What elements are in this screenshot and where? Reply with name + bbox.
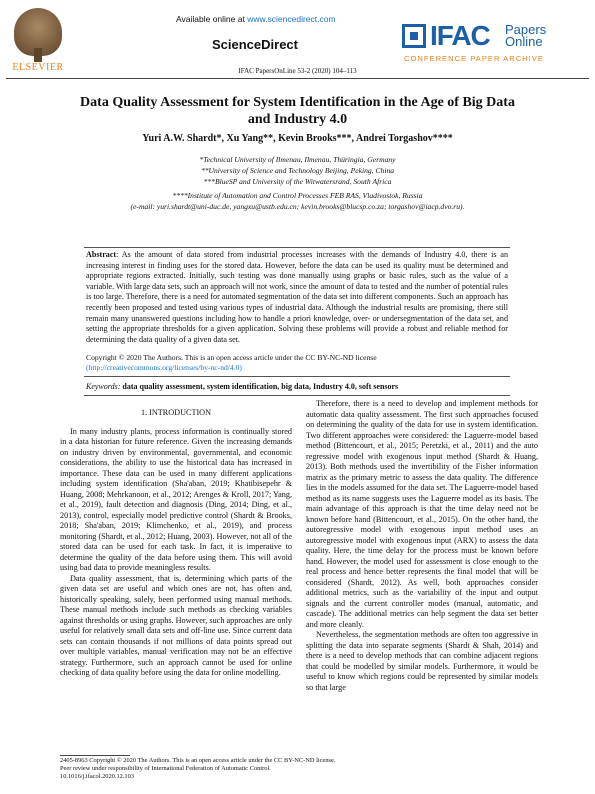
sciencedirect-link[interactable]: www.sciencedirect.com (247, 14, 336, 24)
keywords-label: Keywords: (86, 382, 121, 391)
footer-peer-review: Peer review under responsibility of International Federation of Automatic Control. (60, 765, 271, 773)
footer-doi[interactable]: 10.1016/j.ifacol.2020.12.103 (60, 773, 135, 781)
title-line: Data Quality Assessment for System Identification in the Age of Big Data (80, 95, 515, 110)
affiliation: ***BlueSP and University of the Witwatersrand, South Africa (203, 177, 392, 186)
left-column (60, 402, 292, 679)
abstract (86, 250, 508, 345)
copyright-line: Copyright © 2020 The Authors. This is an open access article under the CC BY-NC-ND license (86, 353, 377, 362)
affiliation: **University of Science and Technology Beijing, Peking, China (200, 166, 395, 175)
elsevier-wordmark: ELSEVIER (12, 62, 64, 73)
abstract-text (86, 250, 508, 345)
keywords (86, 382, 506, 391)
right-column (306, 399, 538, 693)
authors: Yuri A.W. Shardt*, Xu Yang**, Kevin Brooks***, Andrei Torgashov**** (142, 133, 453, 144)
elsevier-trunk (34, 48, 42, 62)
ifac-logo (402, 22, 592, 66)
available-online (176, 14, 336, 24)
copyright-notice (86, 353, 506, 373)
abstract-body: : As the amount of data stored from industrial processes increases with the demands of Industry 4.0, there is an increasing interest in finding uses for the stored data. However, before the data can be used its quality must be determined and appropriate regions extracted. Initially, such testing was done manually using graphs or basic rules, such as the value of a variable. With large data sets, such an approach will not work, since the amount of data to tested and the number of potential rules is too large. Therefore, there is a need for automated segmentation of the data set into different components. Such an approach has recently been proposed and tested using various types of industrial data. Although the industrial results are promising, there still remain many unanswered questions including how to handle a priori knowledge, over- or undersegmentation of the data set, and setting the appropriate thresholds for a given application. Solving these problems will provide a robust and reliable method for determining the data quality of a given data set. (86, 250, 508, 344)
journal-citation: IFAC PapersOnLine 53-2 (2020) 104–113 (238, 67, 357, 75)
paragraph: Nevertheless, the segmentation methods are often too aggressive in splitting the data into separate segments (Shardt & Shah, 2014) and there is a need to develop methods that can combine adjacent regions that could be modelled by similar models. Furthermore, it would be useful to know which regions could be represented by similar models so that large (306, 630, 538, 692)
footer (60, 757, 540, 782)
keywords-bottom-rule (84, 395, 510, 396)
ifac-papers-online (505, 24, 546, 48)
paragraph: Data quality assessment, that is, determining which parts of the given data set are useful and which ones are not, has often and, historically speaking, solely, been performed using manual methods. These manual methods include such methods as checking variables against thresholds or using graphs. However, such approaches are only useful for relatively small data sets and off-line use. Since current data sets can contain thousands if not millions of data points spread out over multiple variables, manual verification may not be an effective strategy. Furthermore, such an approach cannot be used for online checking of data quality before using the data for online modelling. (60, 573, 292, 677)
ifac-square-icon (402, 24, 426, 48)
license-link[interactable]: (http://creativecommons.org/licenses/by-nc-nd/4.0) (86, 363, 242, 372)
footer-copyright: 2405-8963 Copyright © 2020 The Authors. This is an open access article under the CC BY-NC-ND license. (60, 757, 336, 764)
abstract-label: Abstract (86, 250, 117, 259)
affiliation: *Technical University of Ilmenau, Ilmenau, Thüringia, Germany (199, 155, 396, 164)
author-emails: (e-mail: yuri.shardt@uni-duc.de, yangxu@ustb.edu.cn; kevin.brooks@blucsp.co.za; torgashov@iacp.dvo.ru). (130, 202, 465, 211)
available-prefix: Available online at (176, 14, 245, 24)
sciencedirect-brand: ScienceDirect (212, 37, 298, 52)
paragraph: In many industry plants, process information is continually stored in a data historian for future reference. Given the increasing demands on industry driven by environmental, governmental, and economic considerations, the ability to use the historical data has increased in importance. These data can be used in many different applications including system identification (Sha'aban, 2019; Khatibisepehr & Huang, 2008; Mehrkanoon, et al., 2012; Arenges & Kroll, 2017; Yang, et al., 2019), fault detection and diagnosis (Ding, 2014; Ding, et al., 2013), control, especially model predictive control (Shardt & Brooks, 2018; Sha'aban, 2019; Klimchenko, et al., 2019), and process monitoring (Shardt, et al., 2012; Huang, 2003). However, not all of the stored data can be used for each task. In fact, it is imperative to determine the quality of the data before using them. This will avoid using bad data to provide meaningless results. (60, 426, 292, 572)
paragraph: Therefore, there is a need to develop and implement methods for automatic data quality assessment. The first such approaches focused on determining the quality of the data for use in system identification. Two different approaches were considered: the Laguerre-model based method (Bittencourt, et al., 2015; Peretzki, et al., 2011) and the auto regressive model with exogenous input method (Shardt & Huang, 2013). Both methods used the invertibility of the Fisher information matrix as the primary metric to assess the data quality. The difference lies in the models assumed for the data set. The Laguerre-model based method as its name suggests uses the Laguerre model as its basis. The main advantage of this approach is that the time delay need not be known before hand (Bittencourt, et al., 2015). On the other hand, the autoregressive model with exogenous input method uses an autoregressive model with exogenous input (ARX) to assess the data quality. Here, the time delay for the process must be known before hand. However, the model used for assessment is close enough to the real process and hence better represents the final model that will be considered (Shardt, 2012). As well, both approaches consider additional metrics, such as the variability of the input and output signals and the current controller modes (manual, automatic, and cascade). The additional metrics can help segment the data set better and more cleanly. (306, 399, 538, 629)
ifac-online: Online (505, 34, 543, 49)
footer-rule (60, 755, 130, 756)
affiliation: ****Institute of Automation and Control Processes FEB RAS, Vladivostok, Russia (172, 191, 423, 200)
section-heading: 1. INTRODUCTION (140, 408, 212, 417)
ifac-papers: Papers (505, 22, 547, 37)
title-line: and Industry 4.0 (247, 112, 348, 127)
keywords-text: data quality assessment, system identification, big data, Industry 4.0, soft sensors (122, 382, 399, 391)
elsevier-logo (6, 6, 70, 76)
keywords-rule (84, 376, 510, 377)
header-divider (6, 78, 589, 79)
ifac-archive: CONFERENCE PAPER ARCHIVE (404, 54, 544, 63)
ifac-wordmark: IFAC (430, 20, 490, 51)
abstract-top-rule (84, 247, 510, 248)
paper-title (0, 94, 595, 128)
